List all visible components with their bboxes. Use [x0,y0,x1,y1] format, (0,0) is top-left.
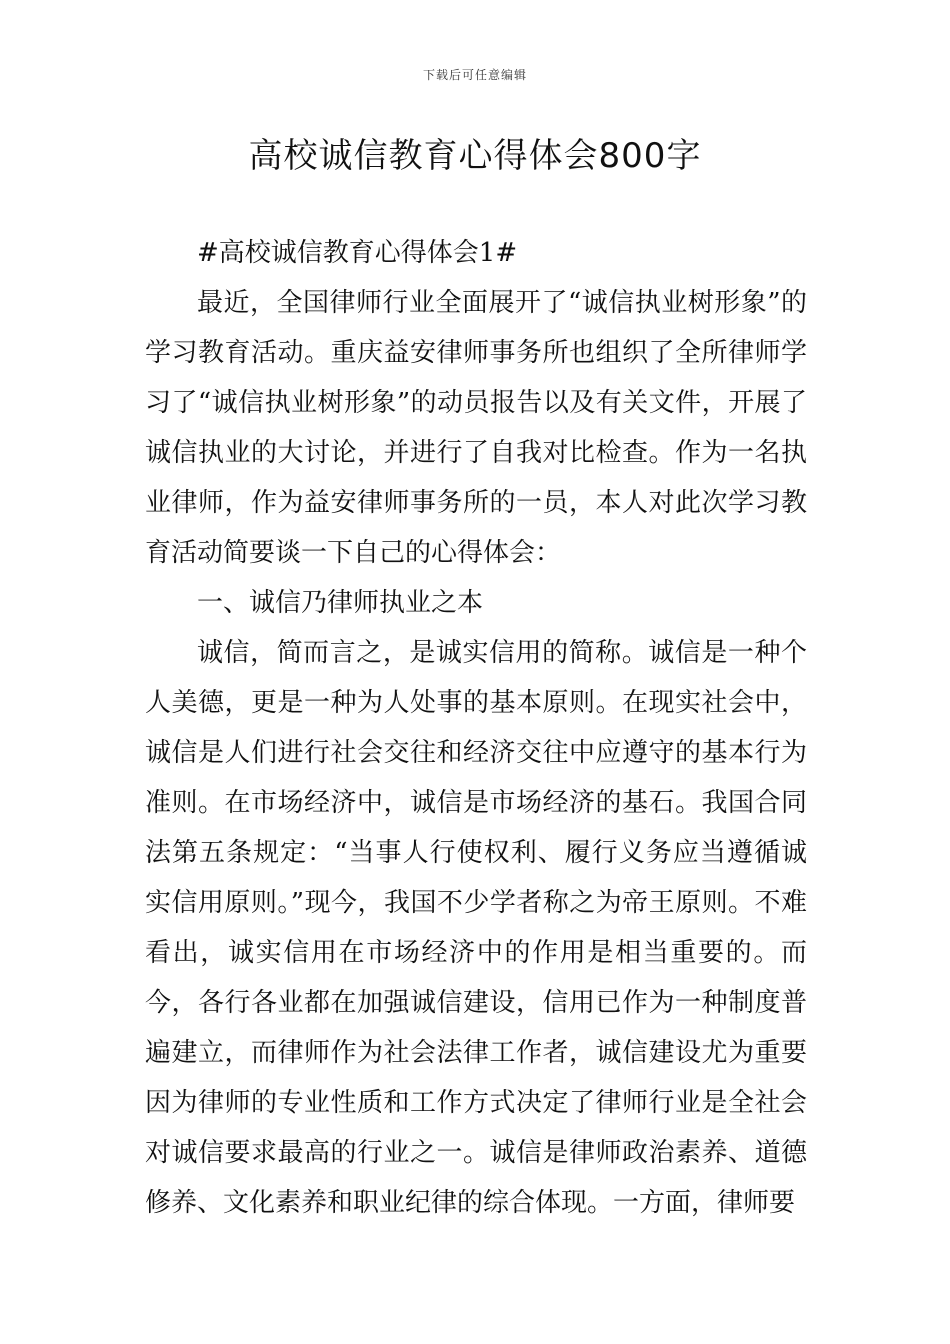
document-title: 高校诚信教育心得体会800字 [248,136,702,176]
section-heading: 一、诚信乃律师执业之本 [197,588,484,618]
document-body [145,228,807,1228]
section-marker: #高校诚信教育心得体会1# [197,238,518,268]
paragraph-integrity: 诚信，简而言之，是诚实信用的简称。诚信是一种个人美德，更是一种为人处事的基本原则。在现实社会中，诚信是人们进行社会交往和经济交往中应遵守的基本行为准则。在市场经济中，诚信是市场经济的基石。我国合同法第五条规定：“当事人行使权利、履行义务应当遵循诚实信用原则。”现今，我国不少学者称之为帝王原则。不难看出，诚实信用在市场经济中的作用是相当重要的。而今，各行各业都在加强诚信建设，信用已作为一种制度普遍建立，而律师作为社会法律工作者，诚信建设尤为重要因为律师的专业性质和工作方式决定了律师行业是全社会对诚信要求最高的行业之一。诚信是律师政治素养、道德修养、文化素养和职业纪律的综合体现。一方面，律师要 [145,638,807,1218]
header-note: 下载后可任意编辑 [422,68,527,82]
paragraph-intro: 最近，全国律师行业全面展开了“诚信执业树形象”的学习教育活动。重庆益安律师事务所也组织了全所律师学习了“诚信执业树形象”的动员报告以及有关文件，开展了诚信执业的大讨论，并进行了自我对比检查。作为一名执业律师，作为益安律师事务所的一员，本人对此次学习教育活动简要谈一下自己的心得体会： [145,288,807,568]
